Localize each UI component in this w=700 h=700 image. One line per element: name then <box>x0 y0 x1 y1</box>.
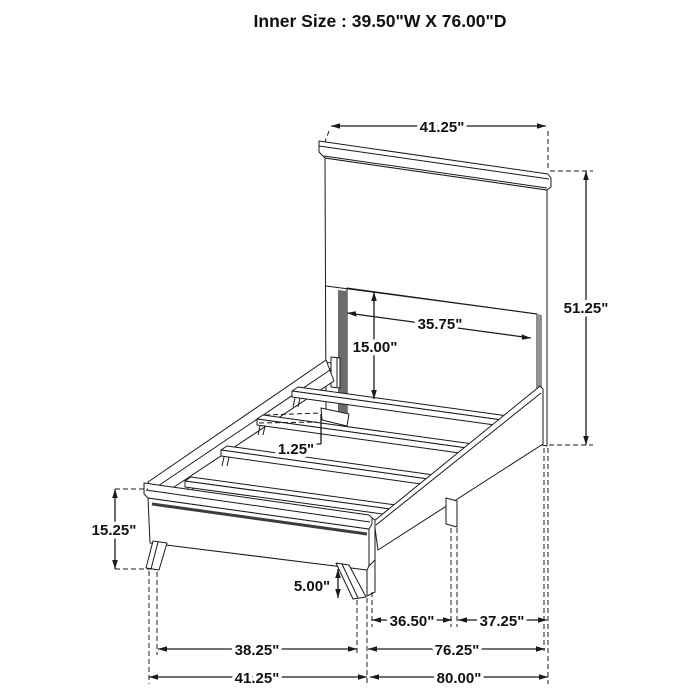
footboard-front-left-leg <box>146 541 167 570</box>
label-headboard-width: 41.25" <box>419 119 465 136</box>
slat-3-front <box>221 450 428 485</box>
label-side-rail-length: 76.25" <box>434 642 480 659</box>
ext-headboard-top-left <box>325 131 329 142</box>
label-overall-length: 80.00" <box>436 670 482 687</box>
center-support-leg <box>446 498 457 527</box>
diagram-title: Inner Size : 39.50"W X 76.00"D <box>253 11 507 31</box>
rail-hook-bracket <box>331 357 340 388</box>
label-slat-thickness: 1.25" <box>277 441 315 458</box>
label-overall-width: 41.25" <box>234 670 280 687</box>
label-slat-to-panel-height: 15.00" <box>352 339 398 356</box>
slat-3-top <box>221 446 434 479</box>
label-headboard-inner-width: 35.75" <box>417 316 463 333</box>
label-headboard-height: 51.25" <box>563 300 609 317</box>
label-footboard-leg-span: 38.25" <box>234 642 280 659</box>
label-center-leg-to-headboard: 37.25" <box>479 613 525 630</box>
label-leg-height: 5.00" <box>293 578 331 595</box>
label-footboard-height: 15.25" <box>91 522 137 539</box>
label-footboard-to-center-leg: 36.50" <box>389 613 435 630</box>
